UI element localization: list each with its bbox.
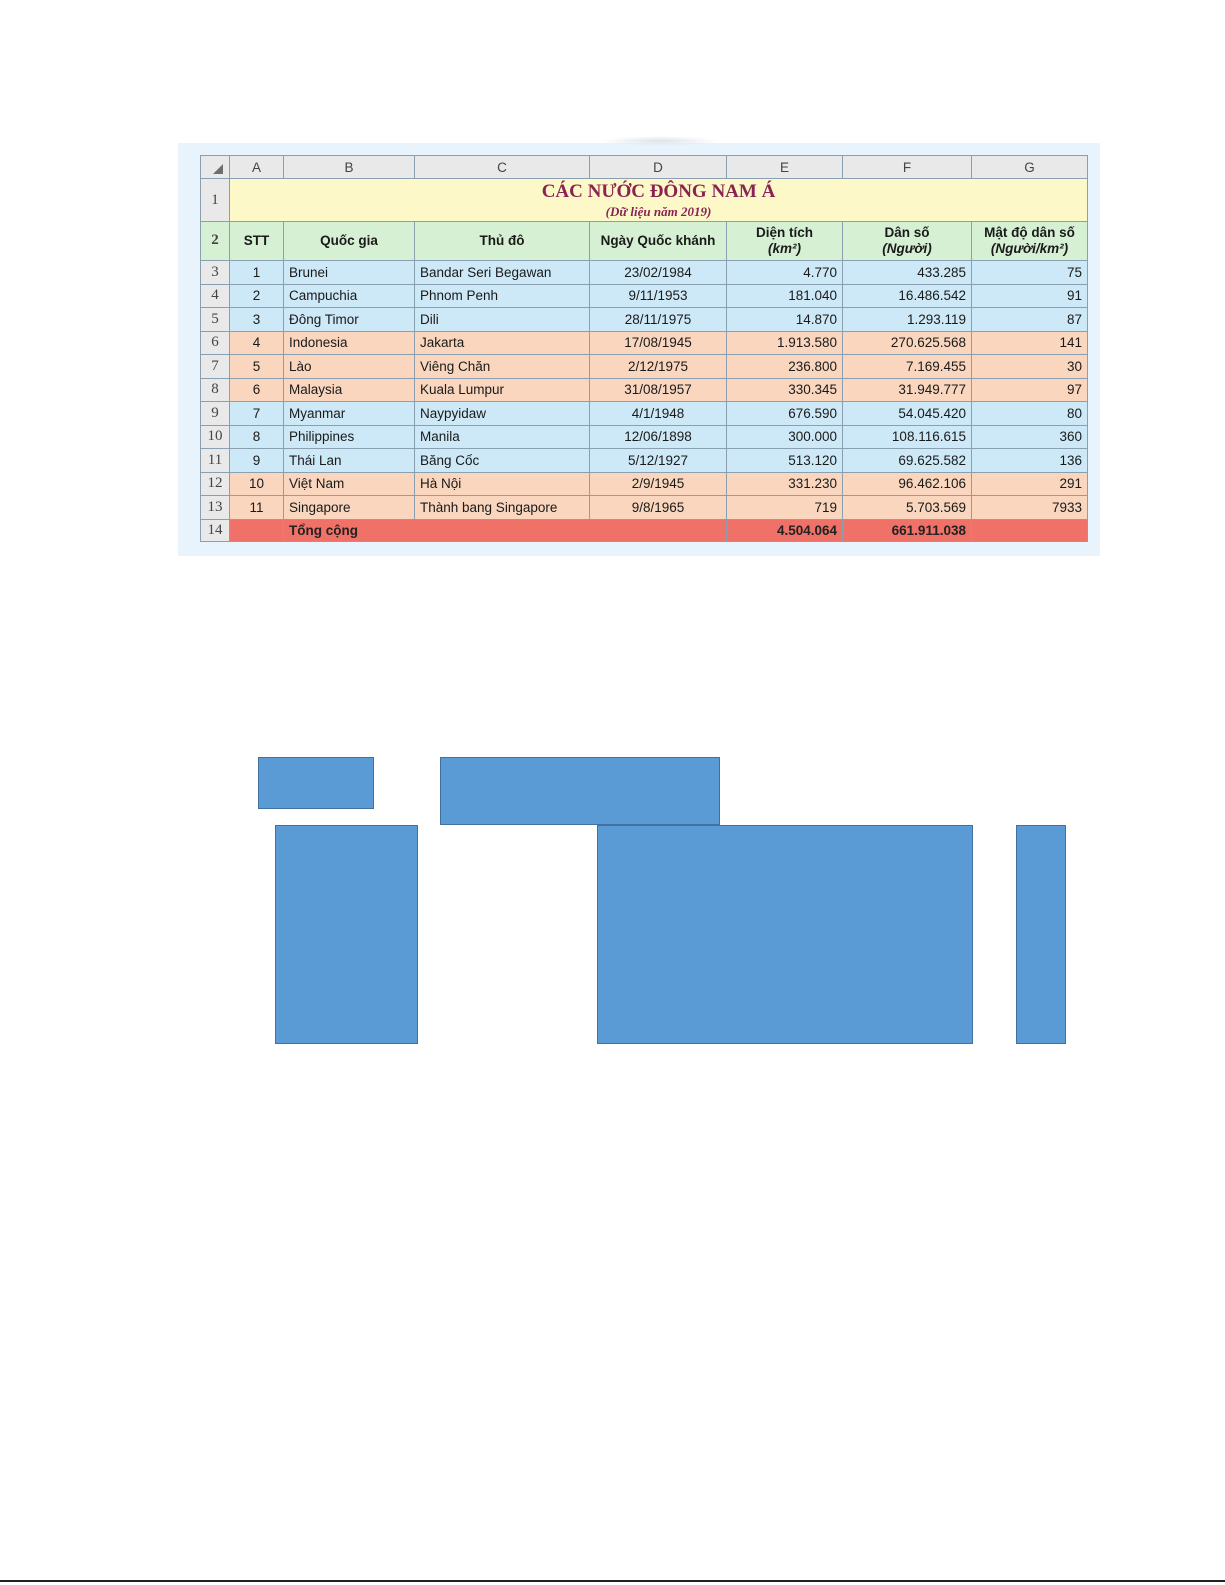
row-number[interactable]: 9 [201,402,230,426]
cell-stt[interactable]: 10 [230,472,284,496]
decorative-glow [600,136,720,146]
header-country[interactable]: Quốc gia [284,222,415,261]
cell-population[interactable]: 96.462.106 [843,472,972,496]
header-national-day[interactable]: Ngày Quốc khánh [590,222,727,261]
column-header-f[interactable]: F [843,156,972,179]
sheet-title: CÁC NƯỚC ĐÔNG NAM Á [541,180,776,202]
header-population: Dân số [884,225,930,241]
cell-population[interactable]: 54.045.420 [843,402,972,426]
header-population-cell[interactable] [843,222,972,261]
cell-capital[interactable]: Phnom Penh [415,284,590,308]
cell-stt[interactable]: 4 [230,331,284,355]
header-area-cell[interactable] [727,222,843,261]
cell-national-day[interactable]: 23/02/1984 [590,261,727,285]
sheet-subtitle: (Dữ liệu năm 2019) [605,203,712,219]
cell-stt[interactable]: 6 [230,378,284,402]
column-header-a[interactable]: A [230,156,284,179]
row-number[interactable]: 4 [201,284,230,308]
row-number[interactable]: 13 [201,496,230,520]
total-empty-cell[interactable] [230,519,284,541]
total-row [201,519,1088,541]
cell-area[interactable]: 719 [727,496,843,520]
cell-country[interactable]: Philippines [284,425,415,449]
cell-area[interactable]: 300.000 [727,425,843,449]
header-capital[interactable]: Thủ đô [415,222,590,261]
column-header-d[interactable]: D [590,156,727,179]
row-number[interactable]: 8 [201,378,230,402]
cell-density[interactable]: 97 [972,378,1088,402]
header-density: Mật độ dân số [984,225,1075,241]
cell-area[interactable]: 330.345 [727,378,843,402]
cell-capital[interactable]: Naypyidaw [415,402,590,426]
cell-country[interactable]: Malaysia [284,378,415,402]
header-density-unit: (Người/km²) [990,241,1069,256]
cell-area[interactable]: 331.230 [727,472,843,496]
cell-population[interactable]: 270.625.568 [843,331,972,355]
cell-density[interactable]: 87 [972,308,1088,332]
header-area-unit: (km²) [768,241,801,256]
header-area: Diện tích [755,225,813,241]
cell-national-day[interactable]: 9/11/1953 [590,284,727,308]
spreadsheet-table [200,155,1088,542]
cell-country[interactable]: Thái Lan [284,449,415,473]
cell-stt[interactable]: 8 [230,425,284,449]
cell-area[interactable]: 14.870 [727,308,843,332]
cell-capital[interactable]: Jakarta [415,331,590,355]
cell-population[interactable]: 16.486.542 [843,284,972,308]
cell-capital[interactable]: Hà Nội [415,472,590,496]
cell-national-day[interactable]: 31/08/1957 [590,378,727,402]
cell-stt[interactable]: 7 [230,402,284,426]
cell-stt[interactable]: 5 [230,355,284,379]
cell-national-day[interactable]: 4/1/1948 [590,402,727,426]
column-header-c[interactable]: C [415,156,590,179]
cell-population[interactable]: 433.285 [843,261,972,285]
total-population[interactable]: 661.911.038 [843,519,972,541]
cell-stt[interactable]: 3 [230,308,284,332]
cell-country[interactable]: Myanmar [284,402,415,426]
title-cell[interactable] [230,179,1088,222]
table-row [201,331,1088,355]
table-row [201,425,1088,449]
cell-capital[interactable]: Thành bang Singapore [415,496,590,520]
cell-national-day[interactable]: 12/06/1898 [590,425,727,449]
title-row [201,179,1088,222]
cell-capital[interactable]: Kuala Lumpur [415,378,590,402]
cell-national-day[interactable]: 28/11/1975 [590,308,727,332]
column-header-b[interactable]: B [284,156,415,179]
cell-density[interactable]: 291 [972,472,1088,496]
row-number[interactable]: 10 [201,425,230,449]
data-rows [201,261,1088,520]
cell-area[interactable]: 4.770 [727,261,843,285]
cell-density[interactable]: 360 [972,425,1088,449]
cell-population[interactable]: 5.703.569 [843,496,972,520]
cell-country[interactable]: Lào [284,355,415,379]
cell-national-day[interactable]: 2/12/1975 [590,355,727,379]
cell-area[interactable]: 181.040 [727,284,843,308]
cell-country[interactable]: Brunei [284,261,415,285]
placeholder-box [440,757,720,825]
cell-capital[interactable]: Manila [415,425,590,449]
cell-density[interactable]: 80 [972,402,1088,426]
row-number[interactable]: 11 [201,449,230,473]
cell-area[interactable]: 676.590 [727,402,843,426]
cell-population[interactable]: 1.293.119 [843,308,972,332]
placeholder-box [275,825,418,1044]
cell-population[interactable]: 7.169.455 [843,355,972,379]
header-stt[interactable]: STT [230,222,284,261]
cell-capital[interactable]: Bandar Seri Begawan [415,261,590,285]
total-label[interactable]: Tổng cộng [284,519,727,541]
table-header-row [201,222,1088,261]
cell-stt[interactable]: 2 [230,284,284,308]
table-row [201,355,1088,379]
placeholder-box [597,825,973,1044]
table-row [201,496,1088,520]
table-row [201,261,1088,285]
select-all-icon [213,164,223,174]
cell-country[interactable]: Campuchia [284,284,415,308]
column-header-g[interactable]: G [972,156,1088,179]
placeholder-box [258,757,374,809]
cell-national-day[interactable]: 2/9/1945 [590,472,727,496]
cell-population[interactable]: 108.116.615 [843,425,972,449]
select-all-corner[interactable] [201,156,230,179]
table-row [201,284,1088,308]
column-header-e[interactable]: E [727,156,843,179]
column-header-row [201,156,1088,179]
total-density-cell[interactable] [972,519,1088,541]
cell-national-day[interactable]: 5/12/1927 [590,449,727,473]
table-row [201,378,1088,402]
row-number[interactable]: 3 [201,261,230,285]
table-row [201,402,1088,426]
placeholder-box [1016,825,1066,1044]
cell-country[interactable]: Đông Timor [284,308,415,332]
cell-population[interactable]: 31.949.777 [843,378,972,402]
cell-capital[interactable]: Dili [415,308,590,332]
row-number[interactable]: 12 [201,472,230,496]
cell-stt[interactable]: 11 [230,496,284,520]
cell-density[interactable]: 136 [972,449,1088,473]
header-population-unit: (Người) [882,241,932,256]
cell-area[interactable]: 236.800 [727,355,843,379]
cell-country[interactable]: Indonesia [284,331,415,355]
cell-stt[interactable]: 1 [230,261,284,285]
cell-area[interactable]: 513.120 [727,449,843,473]
header-density-cell[interactable] [972,222,1088,261]
table-row [201,308,1088,332]
row-number[interactable]: 2 [201,222,230,261]
cell-national-day[interactable]: 9/8/1965 [590,496,727,520]
row-number[interactable]: 5 [201,308,230,332]
page-bottom-rule [0,1580,1225,1582]
cell-density[interactable]: 141 [972,331,1088,355]
row-number[interactable]: 7 [201,355,230,379]
table-row [201,449,1088,473]
cell-density[interactable]: 7933 [972,496,1088,520]
cell-capital[interactable]: Viêng Chăn [415,355,590,379]
row-number[interactable]: 6 [201,331,230,355]
cell-country[interactable]: Việt Nam [284,472,415,496]
cell-density[interactable]: 91 [972,284,1088,308]
cell-capital[interactable]: Băng Cốc [415,449,590,473]
table-row [201,472,1088,496]
cell-stt[interactable]: 9 [230,449,284,473]
cell-density[interactable]: 30 [972,355,1088,379]
cell-country[interactable]: Singapore [284,496,415,520]
cell-density[interactable]: 75 [972,261,1088,285]
row-number[interactable]: 1 [201,179,230,222]
total-area[interactable]: 4.504.064 [727,519,843,541]
row-number[interactable]: 14 [201,519,230,541]
cell-national-day[interactable]: 17/08/1945 [590,331,727,355]
cell-population[interactable]: 69.625.582 [843,449,972,473]
cell-area[interactable]: 1.913.580 [727,331,843,355]
